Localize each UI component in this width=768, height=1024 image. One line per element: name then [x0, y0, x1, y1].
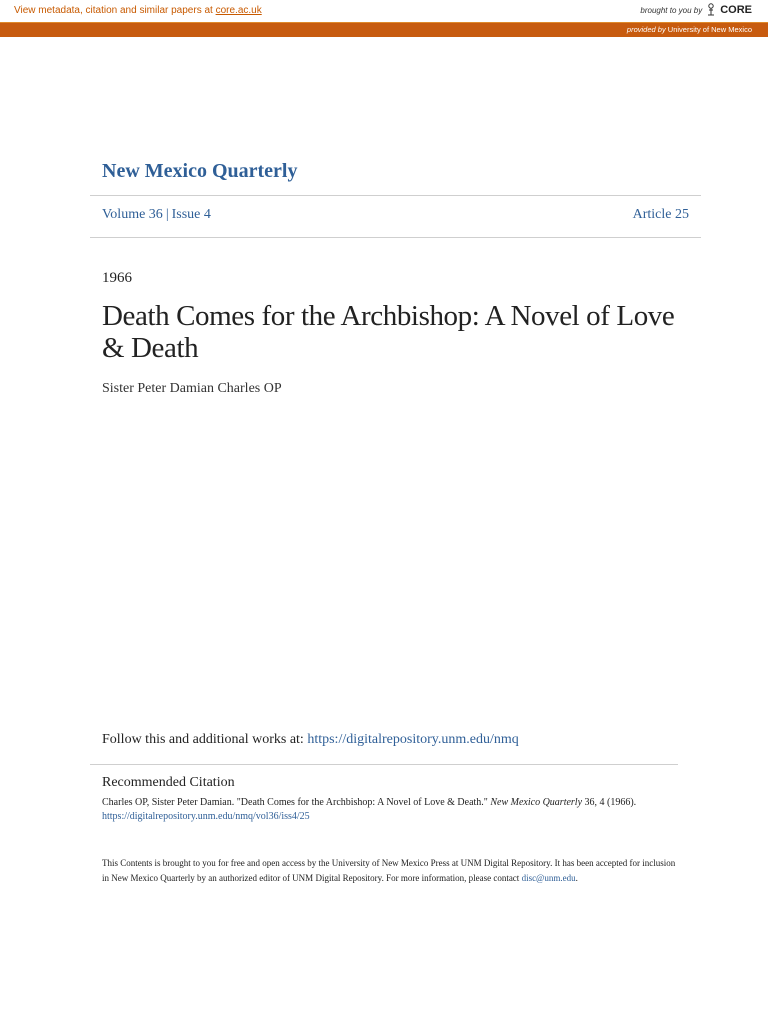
- follow-url-link[interactable]: https://digitalrepository.unm.edu/nmq: [307, 732, 519, 747]
- provider-name[interactable]: University of New Mexico: [667, 25, 752, 34]
- provided-by-label: provided by: [626, 25, 666, 34]
- divider-bottom: [90, 237, 701, 238]
- brought-to-you-text: brought to you by: [640, 5, 703, 15]
- citation-after: 36, 4 (1966).: [582, 797, 637, 808]
- core-provider-bar: [0, 23, 768, 37]
- divider-citation: [90, 764, 678, 765]
- follow-label: Follow this and additional works at:: [102, 732, 308, 747]
- notice-end: .: [575, 872, 578, 883]
- core-metadata-prefix: View metadata, citation and similar papers at: [14, 5, 216, 16]
- access-notice: [102, 856, 682, 885]
- core-metadata-text: [14, 5, 262, 16]
- core-brand[interactable]: [640, 3, 752, 17]
- divider-top: [90, 195, 701, 196]
- citation-journal: New Mexico Quarterly: [490, 797, 583, 808]
- volume-issue: [102, 207, 211, 223]
- core-banner: [0, 0, 768, 23]
- notice-text: This Contents is brought to you for free and open access by the University of New Mexico Press at UNM Digital Repository. It has been accepted for inclusion in New Mexico Quarterly by an authorized editor of UNM Digital Repository. For more information, please contact: [102, 858, 676, 883]
- citation-plain: Charles OP, Sister Peter Damian. "Death Comes for the Archbishop: A Novel of Love & Death.": [102, 797, 491, 808]
- paper-title: Death Comes for the Archbishop: A Novel of Love & Death: [102, 300, 675, 364]
- volume-issue-separator: |: [165, 207, 169, 222]
- article-number-link[interactable]: Article 25: [632, 207, 689, 222]
- core-link[interactable]: core.ac.uk: [215, 5, 262, 16]
- paper-author: Sister Peter Damian Charles OP: [102, 381, 282, 396]
- provided-by: [627, 25, 752, 34]
- citation-heading: Recommended Citation: [102, 775, 235, 790]
- core-logo-icon: [705, 3, 717, 17]
- contact-email-link[interactable]: disc@unm.edu: [521, 872, 576, 883]
- citation-url-link[interactable]: https://digitalrepository.unm.edu/nmq/vol36/iss4/25: [102, 811, 310, 822]
- volume-link[interactable]: Volume 36: [102, 207, 163, 222]
- issue-link[interactable]: Issue 4: [171, 207, 211, 222]
- core-brand-name: CORE: [720, 4, 752, 16]
- publication-year: 1966: [102, 270, 132, 286]
- follow-line: [102, 732, 519, 748]
- journal-title-link[interactable]: New Mexico Quarterly: [102, 160, 298, 182]
- citation-text: [102, 796, 672, 824]
